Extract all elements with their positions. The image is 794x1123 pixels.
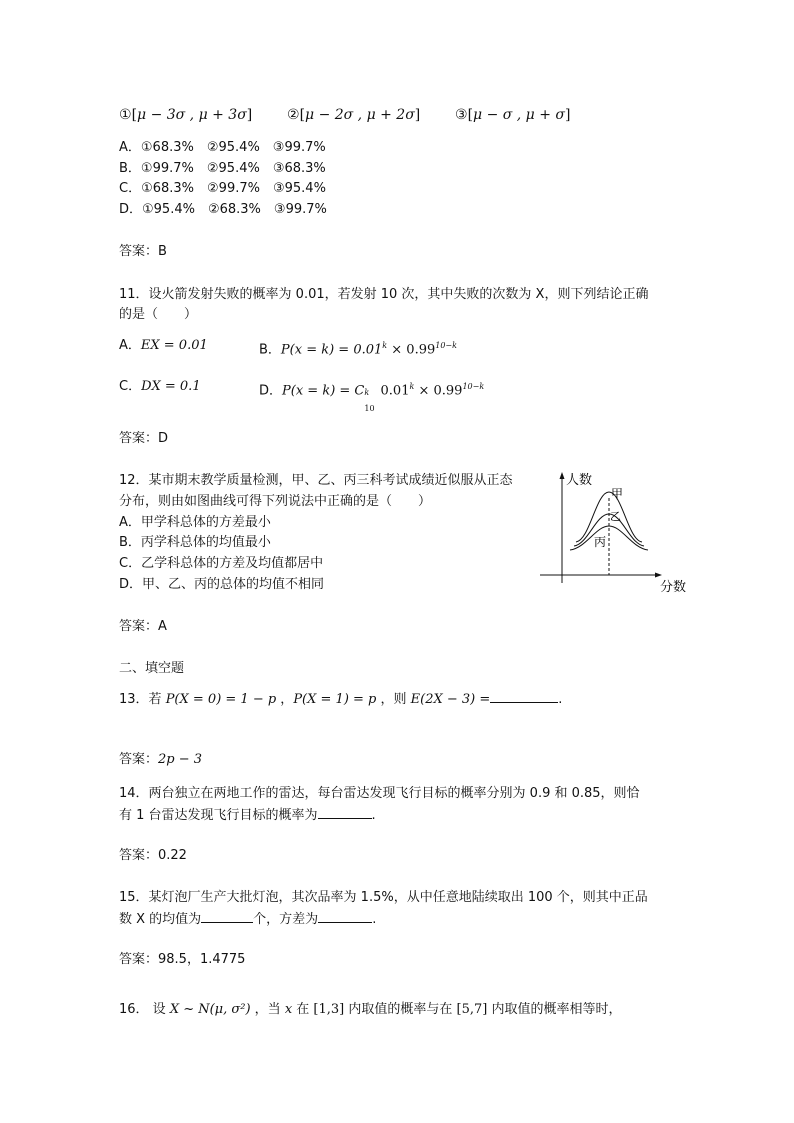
- q15-mean-blank[interactable]: [201, 910, 253, 923]
- q16-stem: 16． 设 X ~ N(μ, σ²) ，当 x 在 [1,3] 内取值的概率与在 [5,7] 内取值的概率相等时，: [119, 1002, 622, 1017]
- q10-answer: 答案：B: [119, 244, 167, 259]
- q11-option-a: A．EX = 0.01: [119, 338, 208, 353]
- x-axis-label: 分数: [660, 580, 687, 595]
- q15-answer: 答案：98.5，1.4775: [119, 952, 246, 967]
- q13-stem: 13．若 P(X = 0) = 1 − p ，P(X = 1) = p ，则 E(2X − 3) = .: [119, 692, 563, 707]
- label-jia: 甲: [611, 487, 624, 501]
- q10-option-c: C．①68.3% ②99.7% ③95.4%: [119, 181, 326, 196]
- q10-option-d: D．①95.4% ②68.3% ③99.7%: [119, 202, 327, 217]
- q14-stem-line2: 有 1 台雷达发现飞行目标的概率为 .: [119, 808, 376, 823]
- q12-stem-line1: 12．某市期末教学质量检测，甲、乙、丙三科考试成绩近似服从正态: [119, 473, 513, 488]
- q12-option-c: C．乙学科总体的方差及均值都居中: [119, 556, 324, 571]
- q11-option-c: C．DX = 0.1: [119, 379, 201, 394]
- q10-option-a: A．①68.3% ②95.4% ③99.7%: [119, 140, 326, 155]
- q12-stem-line2: 分布，则由如图曲线可得下列说法中正确的是（ ）: [119, 494, 432, 509]
- q12-option-b: B．丙学科总体的均值最小: [119, 535, 271, 550]
- y-axis-label: 人数: [566, 473, 593, 488]
- q12-answer: 答案：A: [119, 619, 167, 634]
- q13-answer: 答案：2p − 3: [119, 752, 203, 767]
- q10-option-b: B．①99.7% ②95.4% ③68.3%: [119, 161, 326, 176]
- q11-option-d: D．P(x = k) = C k 10 $0.01^k \times 0.99^{10-k}$: [259, 382, 485, 414]
- label-yi: 乙: [610, 510, 621, 523]
- q11-stem-line1: 11．设火箭发射失败的概率为 0.01，若发射 10 次，其中失败的次数为 X，则下列结论正确: [119, 287, 649, 302]
- q11-answer: 答案：D: [119, 431, 169, 446]
- q11-stem-line2: 的是（ ）: [119, 307, 198, 322]
- q14-stem-line1: 14．两台独立在两地工作的雷达，每台雷达发现飞行目标的概率分别为 0.9 和 0.85，则恰: [119, 786, 640, 801]
- y-axis-arrow: [560, 472, 565, 479]
- section-title: 二、填空题: [119, 661, 185, 676]
- x-axis-arrow: [655, 573, 662, 578]
- q15-stem-line1: 15．某灯泡厂生产大批灯泡，其次品率为 1.5%，从中任意地陆续取出 100 个，则其中正品: [119, 890, 648, 905]
- q12-option-a: A．甲学科总体的方差最小: [119, 515, 271, 530]
- q12-option-d: D．甲、乙、丙的总体的均值不相同: [119, 577, 325, 592]
- normal-curves-graph: [540, 468, 690, 598]
- q14-answer-blank[interactable]: [318, 806, 372, 819]
- q15-variance-blank[interactable]: [318, 910, 372, 923]
- q13-answer-blank[interactable]: [490, 690, 558, 703]
- interval-3: ③[μ − σ , μ + σ]: [455, 107, 571, 123]
- q11-option-b: B．$P(x = k) = 0.01^k \times 0.99^{10-k}$: [259, 341, 457, 358]
- q15-stem-line2: 数 X 的均值为 个，方差为 .: [119, 912, 377, 927]
- q14-answer: 答案：0.22: [119, 848, 187, 863]
- interval-2: ②[μ − 2σ , μ + 2σ]: [287, 107, 421, 123]
- label-bing: 丙: [594, 535, 607, 549]
- interval-1: ①[μ − 3σ , μ + 3σ]: [119, 107, 253, 123]
